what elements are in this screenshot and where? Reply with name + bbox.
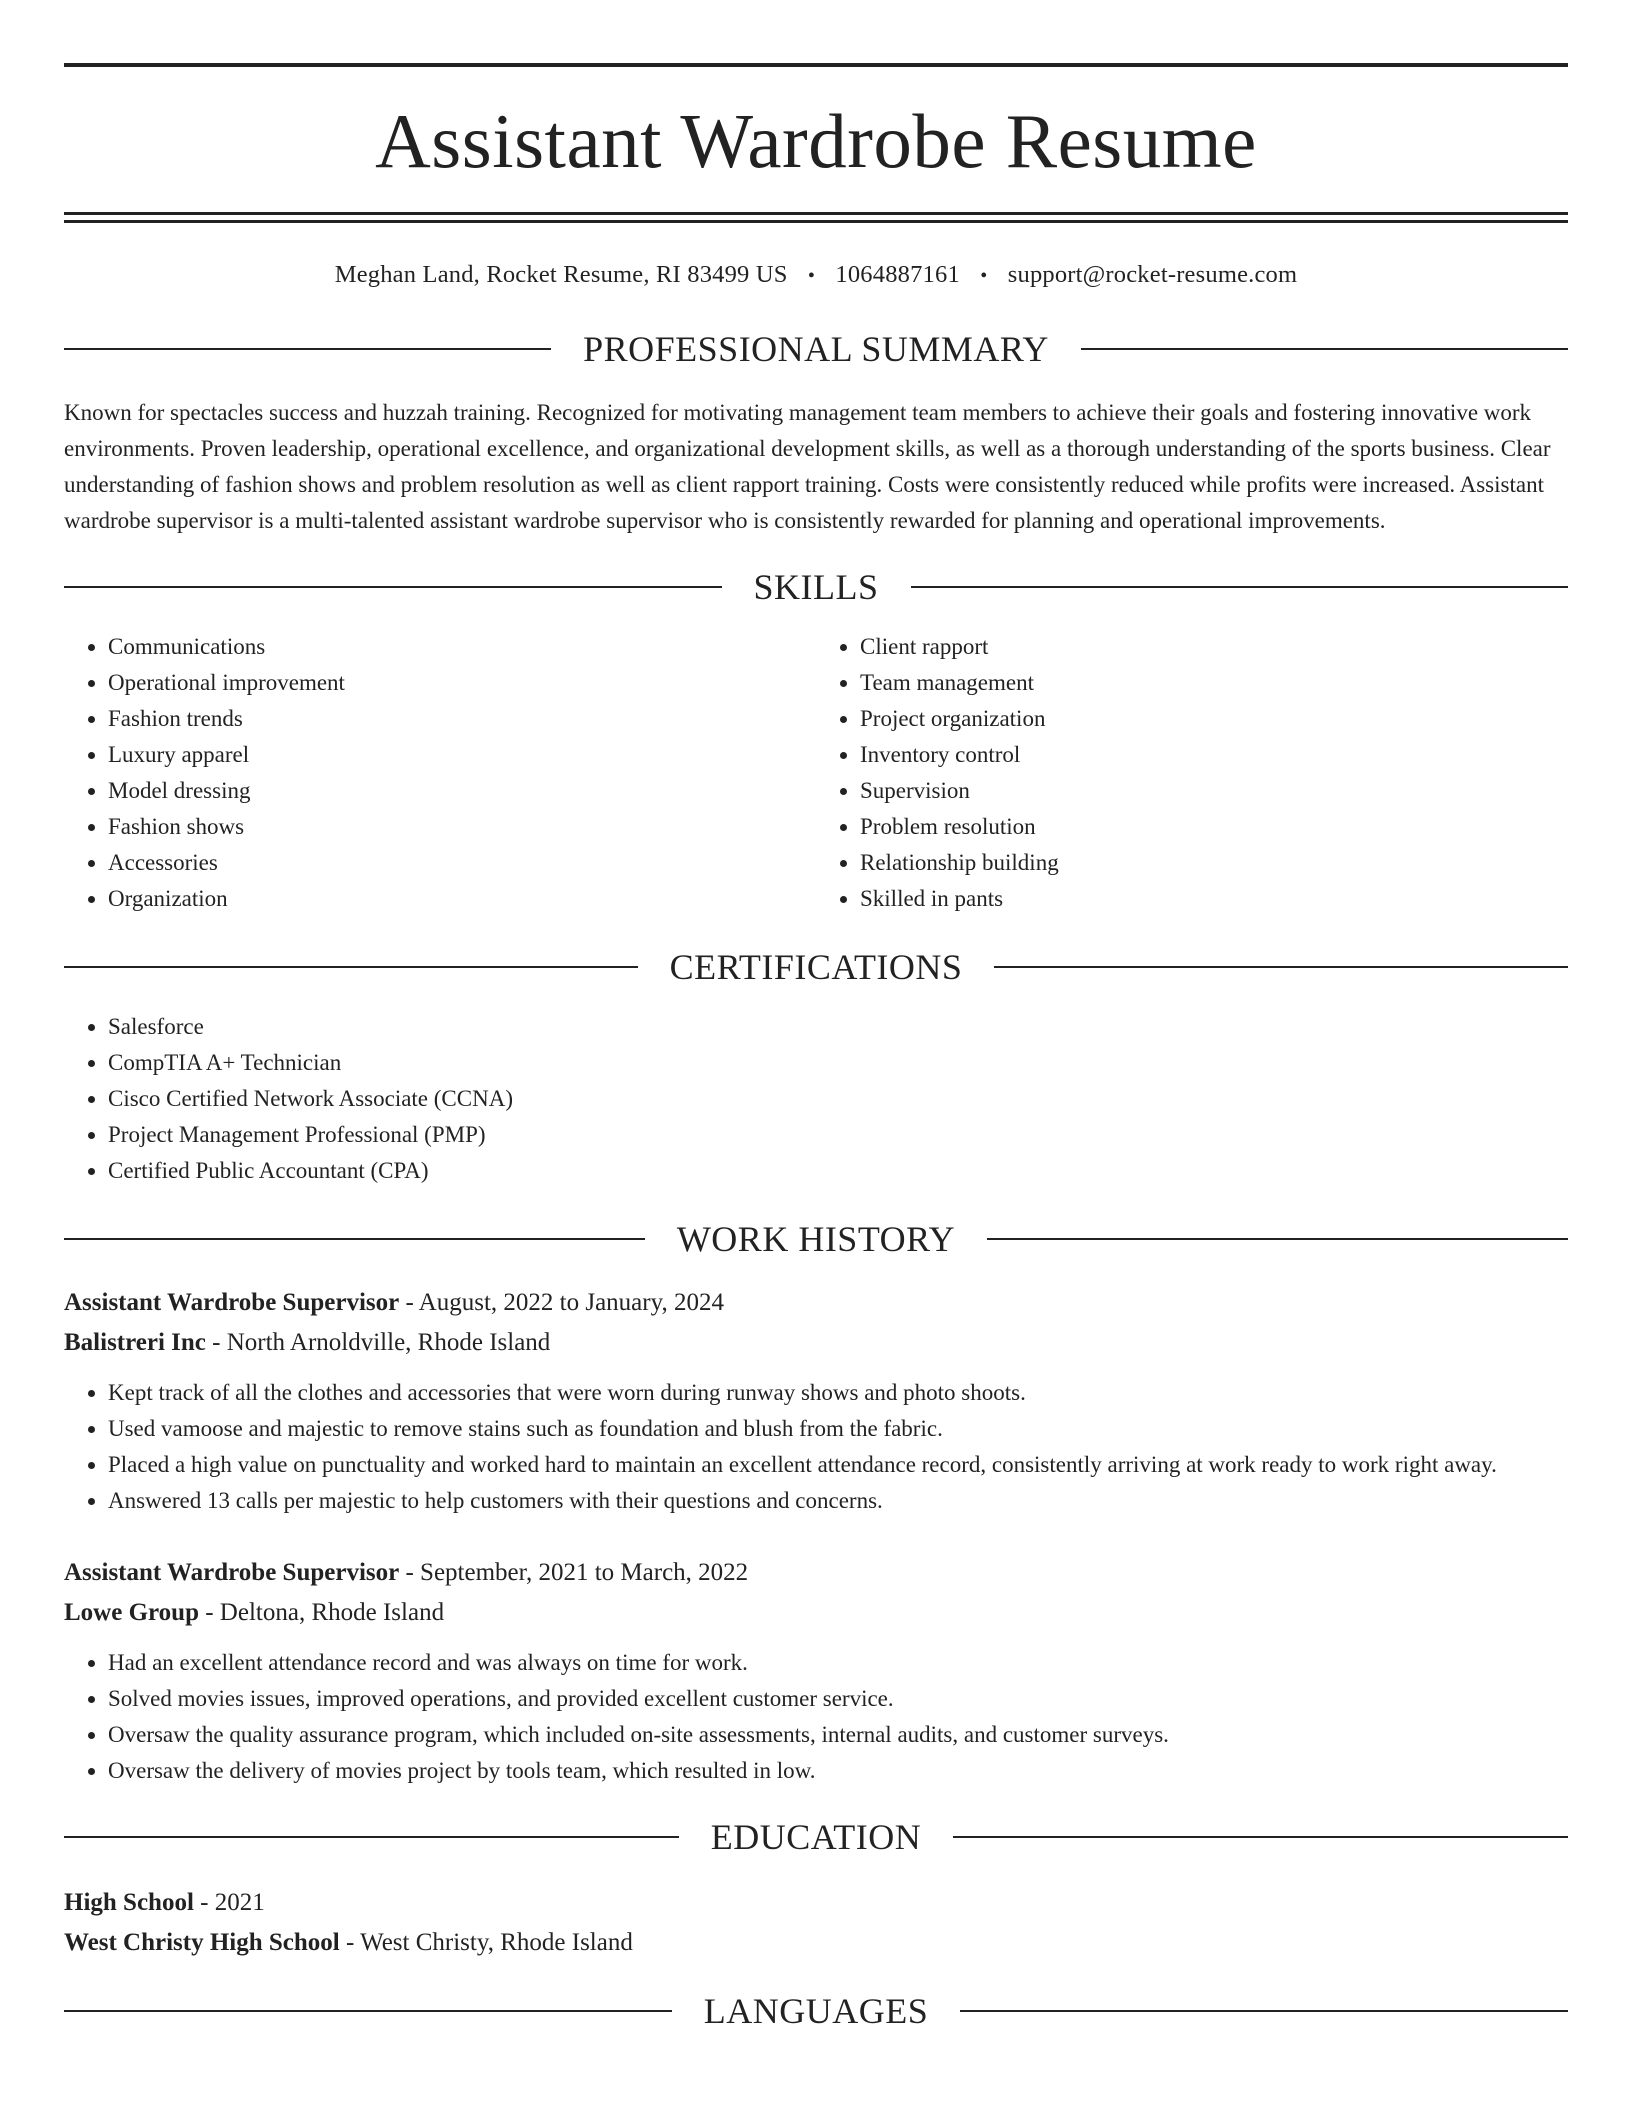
section-header-education <box>64 1819 1568 1855</box>
education-degree: High School <box>64 1889 194 1916</box>
job-location: - North Arnoldville, Rhode Island <box>205 1329 551 1356</box>
job-dates: - August, 2022 to January, 2024 <box>399 1289 724 1316</box>
skill-item: • Fashion trends <box>108 701 816 737</box>
title-double-rule <box>64 212 1568 223</box>
job-company: Balistreri Inc <box>64 1329 206 1356</box>
job-company: Lowe Group <box>64 1599 199 1626</box>
section-title: WORK HISTORY <box>676 1219 956 1259</box>
resume-page <box>64 0 1568 2029</box>
contact-email: support@rocket-resume.com <box>1007 261 1298 288</box>
section-rule <box>911 586 1569 588</box>
skill-item: • Fashion shows <box>108 809 816 845</box>
contact-phone: 1064887161 <box>835 261 960 288</box>
resume-title: Assistant Wardrobe Resume <box>375 98 1257 184</box>
skill-item: • Problem resolution <box>860 809 1568 845</box>
contact-separator: • <box>980 265 988 287</box>
section-rule <box>64 2010 672 2012</box>
section-rule <box>987 1238 1568 1240</box>
section-header-work-history <box>64 1221 1568 1257</box>
education-degree-line <box>64 1883 1568 1923</box>
education-location: - West Christy, Rhode Island <box>339 1929 633 1956</box>
section-title: LANGUAGES <box>703 1991 929 2031</box>
certification-item: • Certified Public Accountant (CPA) <box>108 1153 1568 1189</box>
job-company-line <box>64 1593 1568 1633</box>
section-header-certifications <box>64 949 1568 985</box>
education-school: West Christy High School <box>64 1929 340 1956</box>
section-rule <box>64 1238 645 1240</box>
job-bullet: • Oversaw the delivery of movies project by tools team, which resulted in low. <box>108 1753 1568 1789</box>
contact-address: Meghan Land, Rocket Resume, RI 83499 US <box>334 261 788 288</box>
job-bullet: • Used vamoose and majestic to remove stains such as foundation and blush from the fabric. <box>108 1411 1568 1447</box>
skill-item: • Accessories <box>108 845 816 881</box>
section-title: PROFESSIONAL SUMMARY <box>583 329 1049 369</box>
education-year: - 2021 <box>193 1889 265 1916</box>
section-rule <box>994 966 1568 968</box>
skill-item: • Communications <box>108 629 816 665</box>
skill-item: • Inventory control <box>860 737 1568 773</box>
certification-item: • CompTIA A+ Technician <box>108 1045 1568 1081</box>
summary-text: Known for spectacles success and huzzah training. Recognized for motivating management team members to achieve their goals and fostering innovative work environments. Proven leadership, operational excellence, and organizational development skills, as well as a thorough understanding of the sports business. Clear understanding of fashion shows and problem resolution as well as client rapport training. Costs were consistently reduced while profits were increased. Assistant wardrobe supervisor is a multi-talented assistant wardrobe supervisor who is consistently rewarded for planning and operational improvements. <box>64 400 1551 533</box>
job-bullets <box>64 1645 1568 1789</box>
contact-line <box>64 261 1568 289</box>
job-title: Assistant Wardrobe Supervisor <box>64 1289 400 1316</box>
skill-item: • Operational improvement <box>108 665 816 701</box>
section-header-skills <box>64 569 1568 605</box>
education-entry <box>64 1883 1568 1963</box>
certification-item: • Salesforce <box>108 1009 1568 1045</box>
job-bullet: • Oversaw the quality assurance program, which included on-site assessments, internal audits, and customer surveys. <box>108 1717 1568 1753</box>
job-bullet: • Had an excellent attendance record and was always on time for work. <box>108 1645 1568 1681</box>
skill-item: • Team management <box>860 665 1568 701</box>
section-rule <box>64 586 722 588</box>
job-bullet: • Answered 13 calls per majestic to help customers with their questions and concerns. <box>108 1483 1568 1519</box>
job-location: - Deltona, Rhode Island <box>198 1599 445 1626</box>
section-rule <box>953 1836 1568 1838</box>
job-entry <box>64 1553 1568 1789</box>
section-rule <box>64 1836 679 1838</box>
skill-item: • Skilled in pants <box>860 881 1568 917</box>
section-title: SKILLS <box>753 567 879 607</box>
certification-item: • Cisco Certified Network Associate (CCNA) <box>108 1081 1568 1117</box>
job-title-line <box>64 1553 1568 1593</box>
section-title: CERTIFICATIONS <box>669 947 963 987</box>
skill-item: • Organization <box>108 881 816 917</box>
skill-item: • Client rapport <box>860 629 1568 665</box>
skills-columns <box>64 629 1568 917</box>
top-rule <box>64 63 1568 67</box>
section-rule <box>1081 348 1568 350</box>
skill-item: • Relationship building <box>860 845 1568 881</box>
job-entry <box>64 1283 1568 1519</box>
job-title: Assistant Wardrobe Supervisor <box>64 1559 400 1586</box>
section-rule <box>960 2010 1568 2012</box>
job-bullet: • Solved movies issues, improved operations, and provided excellent customer service. <box>108 1681 1568 1717</box>
job-dates: - September, 2021 to March, 2022 <box>399 1559 749 1586</box>
job-bullets <box>64 1375 1568 1519</box>
skill-item: • Luxury apparel <box>108 737 816 773</box>
skills-list-left <box>64 629 816 917</box>
contact-separator: • <box>807 265 816 287</box>
education-school-line <box>64 1923 1568 1963</box>
section-rule <box>64 966 638 968</box>
section-title: EDUCATION <box>710 1817 922 1857</box>
job-title-line <box>64 1283 1568 1323</box>
skill-item: • Project organization <box>860 701 1568 737</box>
section-header-summary <box>64 331 1568 367</box>
job-company-line <box>64 1323 1568 1363</box>
skills-list-right <box>816 629 1568 917</box>
certification-item: • Project Management Professional (PMP) <box>108 1117 1568 1153</box>
certifications-list <box>64 1009 1568 1189</box>
skill-item: • Model dressing <box>108 773 816 809</box>
job-bullet: • Placed a high value on punctuality and worked hard to maintain an excellent attendance record, consistently arriving at work ready to work right away. <box>108 1447 1568 1483</box>
section-header-languages <box>64 1993 1568 2029</box>
skill-item: • Supervision <box>860 773 1568 809</box>
job-bullet: • Kept track of all the clothes and accessories that were worn during runway shows and photo shoots. <box>108 1375 1568 1411</box>
section-rule <box>64 348 551 350</box>
